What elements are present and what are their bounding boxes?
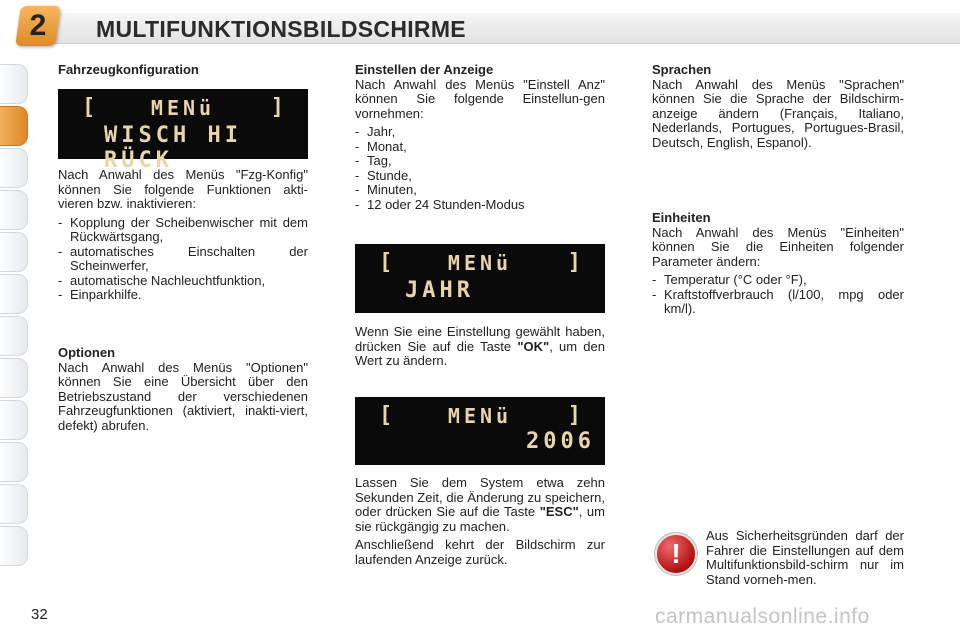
ok-text-before: Wenn Sie eine Einstellung gewählt haben, drücken Sie auf die Taste bbox=[355, 324, 605, 354]
ok-text-after: , um den Wert zu ändern. bbox=[355, 338, 605, 368]
einstellen-description: Nach Anwahl des Menüs "Einstell Anz" können Sie folgende Einstellun-gen vornehmen: bbox=[355, 76, 605, 121]
lcd-bracket-left: [ bbox=[82, 95, 100, 120]
chapter-tab-6[interactable] bbox=[0, 274, 28, 314]
einstellen-section bbox=[355, 63, 605, 212]
lcd-menu-label: MENü bbox=[150, 96, 216, 120]
list-item: - automatische Nachleuchtfunktion, bbox=[58, 274, 308, 289]
section-heading-optionen: Optionen bbox=[58, 345, 116, 360]
section-heading-einstellen: Einstellen der Anzeige bbox=[355, 62, 494, 77]
fahrzeug-function-list bbox=[58, 216, 308, 303]
chapter-tab-3[interactable] bbox=[0, 148, 28, 188]
fahrzeug-body bbox=[58, 168, 308, 303]
einheiten-list bbox=[652, 273, 904, 317]
lcd-bracket-left: [ bbox=[379, 403, 397, 428]
einheiten-section bbox=[652, 211, 904, 317]
chapter-tab-2-active[interactable] bbox=[0, 106, 28, 146]
page-number: 32 bbox=[31, 606, 48, 623]
einheiten-description: Nach Anwahl des Menüs "Einheiten" können Sie die Einheiten folgender Parameter ändern: bbox=[652, 224, 904, 269]
lcd-display-wisch bbox=[58, 89, 308, 173]
list-item: - 12 oder 24 Stunden-Modus bbox=[355, 198, 605, 213]
safety-warning bbox=[706, 529, 904, 587]
lcd-bracket-right: ] bbox=[567, 250, 585, 275]
lcd-line2: WISCH HI RÜCK bbox=[104, 123, 242, 173]
ok-instruction bbox=[355, 325, 605, 369]
esc-instruction bbox=[355, 476, 605, 567]
lcd-bracket-right: ] bbox=[567, 403, 585, 428]
esc-text-after: , um sie rückgängig zu machen. bbox=[355, 504, 605, 534]
lcd-menu-label: MENü bbox=[447, 251, 513, 275]
chapter-tabs bbox=[0, 64, 32, 568]
optionen-section bbox=[58, 346, 308, 433]
warning-text: Aus Sicherheitsgründen darf der Fahrer die Einstellungen auf dem Multifunktionsbild-schirm nur im Stand vorneh-men. bbox=[706, 528, 904, 587]
list-item: - Kraftstoffverbrauch (l/100, mpg oder km/l). bbox=[652, 288, 904, 317]
list-item: - Einparkhilfe. bbox=[58, 288, 308, 303]
chapter-tab-8[interactable] bbox=[0, 358, 28, 398]
lcd-display-year-value bbox=[355, 397, 605, 465]
lcd-bracket-left: [ bbox=[379, 250, 397, 275]
lcd-line2: 2006 bbox=[526, 429, 595, 454]
column-fahrzeugkonfiguration bbox=[58, 63, 308, 78]
page-header bbox=[0, 0, 960, 52]
list-item: - Kopplung der Scheibenwischer mit dem Rückwärtsgang, bbox=[58, 216, 308, 245]
ok-key-label: "OK" bbox=[517, 338, 550, 354]
list-item: - Jahr, bbox=[355, 125, 605, 140]
chapter-tab-11[interactable] bbox=[0, 484, 28, 524]
optionen-description: Nach Anwahl des Menüs "Optionen" können Sie eine Übersicht über den Betriebszustand der verschiedenen Fahrzeugfunktionen (aktiviert, inakti-viert, defekt) abrufen. bbox=[58, 359, 308, 433]
section-heading-fahrzeugkonfiguration: Fahrzeugkonfiguration bbox=[58, 62, 199, 77]
chapter-tab-12[interactable] bbox=[0, 526, 28, 566]
list-item: - Minuten, bbox=[355, 183, 605, 198]
chapter-tab-7[interactable] bbox=[0, 316, 28, 356]
fahrzeug-description: Nach Anwahl des Menüs "Fzg-Konfig" können Sie folgende Funktionen akti-vieren bzw. inaktivieren: bbox=[58, 167, 308, 211]
page-title: MULTIFUNKTIONSBILDSCHIRME bbox=[96, 16, 466, 42]
return-text: Anschließend kehrt der Bildschirm zur laufenden Anzeige zurück. bbox=[355, 537, 605, 567]
chapter-number: 2 bbox=[29, 9, 47, 42]
section-heading-sprachen: Sprachen bbox=[652, 62, 712, 77]
esc-text-before: Lassen Sie dem System etwa zehn Sekunden Zeit, die Änderung zu speichern, oder drücken Sie auf die Taste bbox=[355, 475, 605, 519]
chapter-tab-10[interactable] bbox=[0, 442, 28, 482]
section-heading-einheiten: Einheiten bbox=[652, 210, 711, 225]
chapter-tab-1[interactable] bbox=[0, 64, 28, 104]
list-item: - Temperatur (°C oder °F), bbox=[652, 273, 904, 288]
sprachen-section bbox=[652, 63, 904, 150]
list-item: - Monat, bbox=[355, 140, 605, 155]
watermark: carmanualsonline.info bbox=[655, 605, 870, 628]
chapter-tab-9[interactable] bbox=[0, 400, 28, 440]
sprachen-description: Nach Anwahl des Menüs "Sprachen" können Sie die Sprache der Bildschirm-anzeige ändern (Français, Italiano, Nederlands, Portugues, Portugues-Brasil, Deutsch, English, Espanol). bbox=[652, 76, 904, 150]
exclamation-icon: ! bbox=[655, 533, 697, 575]
chapter-tab-4[interactable] bbox=[0, 190, 28, 230]
list-item: - Stunde, bbox=[355, 169, 605, 184]
esc-key-label: "ESC" bbox=[539, 504, 579, 519]
lcd-display-jahr bbox=[355, 244, 605, 313]
einstellen-list bbox=[355, 125, 605, 212]
chapter-tab-5[interactable] bbox=[0, 232, 28, 272]
lcd-menu-label: MENü bbox=[447, 404, 513, 428]
lcd-bracket-right: ] bbox=[270, 95, 288, 120]
list-item: - Tag, bbox=[355, 154, 605, 169]
list-item: - automatisches Einschalten der Scheinwerfer, bbox=[58, 245, 308, 274]
lcd-line2: JAHR bbox=[405, 278, 474, 303]
